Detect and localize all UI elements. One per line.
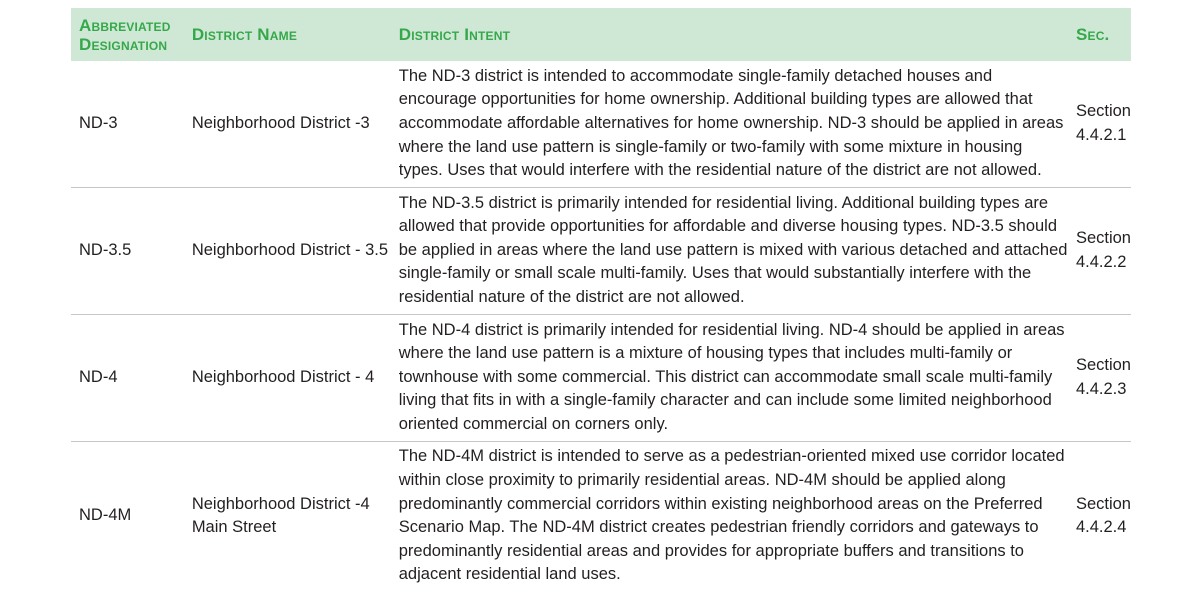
- district-name-line: Neighborhood District - 4: [191, 367, 375, 386]
- section-cell: [1076, 314, 1131, 441]
- district-name-line: Neighborhood District -4: [191, 494, 370, 513]
- section-label: Section: [1075, 355, 1131, 374]
- table-row: [71, 441, 1131, 591]
- header-district-name: District Name: [191, 25, 298, 44]
- table-header: [71, 8, 1131, 61]
- abbr-cell: ND-4: [79, 367, 118, 386]
- section-number: 4.4.2.1: [1075, 125, 1127, 144]
- section-number: 4.4.2.3: [1075, 379, 1127, 398]
- district-intent-cell: The ND-4M district is intended to serve as a pedestrian-oriented mixed use corridor located within close proximity to primarily residential areas. ND-4M should be applied along predominantly commercial corridors within existing neighborhood areas on the Preferred Scenario Map. The ND-4M district creates pedestrian friendly corridors and gateways to predominantly residential areas and provides for appropriate buffers and transitions to adjacent residential land uses.: [398, 447, 1065, 584]
- abbr-cell: ND-3.5: [79, 240, 132, 259]
- table-row: [71, 187, 1131, 314]
- district-intent-cell: The ND-3.5 district is primarily intended for residential living. Additional building types are allowed that provide opportunities for affordable and diverse housing types. ND-3.5 should be applied in areas where the land use pattern is mixed with various detached and attached single-family or small scale multi-family. Uses that would substantially interfere with the residential nature of the district are not allowed.: [398, 193, 1068, 306]
- zoning-districts-table: [71, 8, 1131, 591]
- header-sec: Sec.: [1075, 25, 1110, 44]
- section-cell: [1076, 187, 1131, 314]
- table-row: [71, 61, 1131, 187]
- district-name-cell: [192, 187, 399, 314]
- abbr-cell: ND-3: [79, 113, 118, 132]
- district-intent-cell: The ND-3 district is intended to accommodate single-family detached houses and encourage opportunities for home ownership. Additional building types are allowed that accommodate affordable alternatives for home ownership. ND-3 should be applied in areas where the land use pattern is single-family or two-family with some mixture in housing types. Uses that would interfere with the residential nature of the district are not allowed.: [398, 66, 1064, 180]
- district-name-cell: [192, 61, 399, 187]
- section-label: Section: [1075, 102, 1131, 121]
- table-row: [71, 314, 1131, 441]
- header-abbreviated-designation-label: Abbreviated Designation: [79, 15, 171, 54]
- section-cell: [1076, 61, 1131, 187]
- header-abbreviated-designation: [71, 8, 192, 61]
- section-number: 4.4.2.2: [1075, 252, 1127, 271]
- district-name-cell: [192, 314, 399, 441]
- table-body: [71, 61, 1131, 591]
- district-name-line: Main Street: [191, 518, 277, 537]
- section-label: Section: [1075, 228, 1131, 247]
- district-intent-cell: The ND-4 district is primarily intended for residential living. ND-4 should be applied in areas where the land use pattern is a mixture of housing types that includes multi-family or townhouse with some commercial. This district can accommodate small scale multi-family living that fits in with a single-family character and can include some limited neighborhood oriented commercial on corners only.: [398, 320, 1065, 433]
- header-district-intent: District Intent: [398, 25, 511, 44]
- header-row: [71, 8, 1131, 61]
- district-name-line: Neighborhood District - 3.5: [191, 240, 389, 259]
- section-cell: [1076, 441, 1131, 591]
- section-number: 4.4.2.4: [1075, 518, 1127, 537]
- district-name-cell: [192, 441, 399, 591]
- abbr-cell: ND-4M: [79, 506, 132, 525]
- section-label: Section: [1075, 494, 1131, 513]
- district-name-line: Neighborhood District -3: [191, 113, 370, 132]
